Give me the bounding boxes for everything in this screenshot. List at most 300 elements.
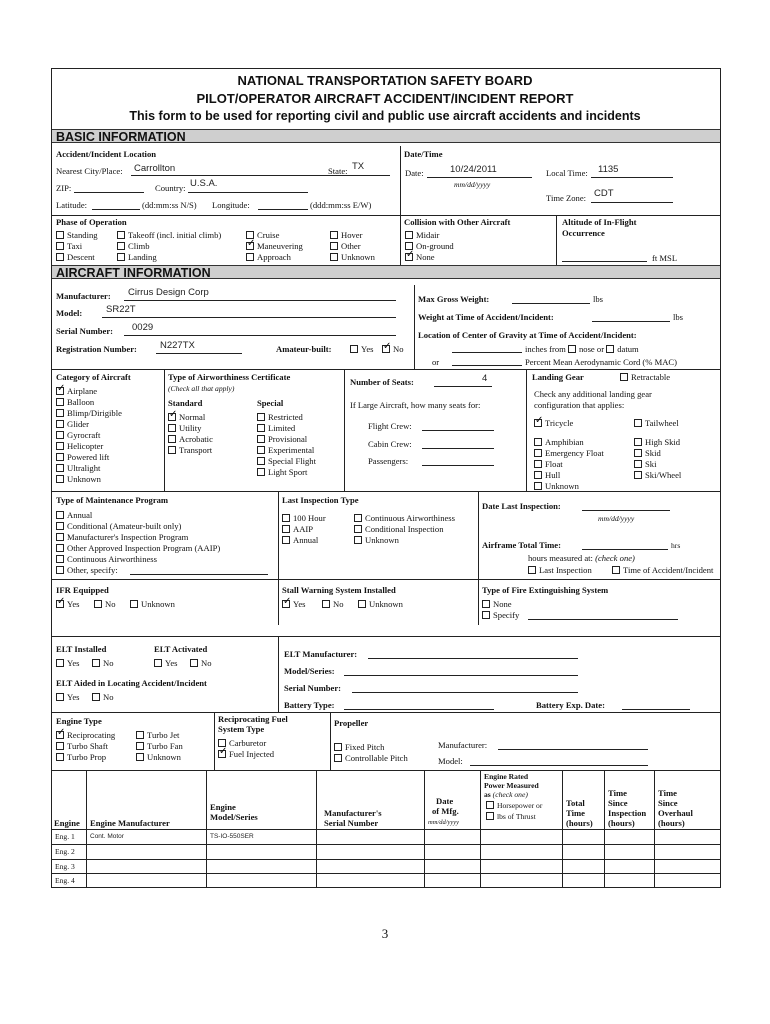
category-airplane[interactable]: ✓Airplane xyxy=(56,386,97,396)
basic-divider xyxy=(400,146,401,215)
cabin-crew-label: Cabin Crew: xyxy=(368,439,412,449)
category-unknown[interactable]: Unknown xyxy=(56,474,101,484)
cg-mac-line[interactable] xyxy=(452,365,522,366)
gear-float-checkbox[interactable] xyxy=(534,460,542,468)
local-time-line[interactable] xyxy=(591,177,673,178)
special-limited[interactable]: Limited xyxy=(257,423,295,433)
fire-none-checkbox[interactable] xyxy=(482,600,490,608)
engine-turbojet[interactable]: Turbo Jet xyxy=(136,730,179,740)
gear-unknown-checkbox[interactable] xyxy=(534,482,542,490)
cg-mac-label: Percent Mean Aerodynamic Cord (% MAC) xyxy=(525,357,678,367)
state-label: State: xyxy=(328,166,348,176)
phase-maneuvering[interactable]: ✓Maneuvering xyxy=(246,241,303,251)
prop-controllable-checkbox[interactable] xyxy=(334,754,342,762)
fire-none[interactable]: None xyxy=(482,599,512,609)
prop-controllable[interactable]: Controllable Pitch xyxy=(334,753,408,763)
phase-taxi[interactable]: Taxi xyxy=(56,241,82,251)
prop-fixed[interactable]: Fixed Pitch xyxy=(334,742,384,752)
elt-model-line[interactable] xyxy=(344,675,578,676)
maint-divider xyxy=(278,491,279,579)
altitude-heading-2: Occurrence xyxy=(562,228,605,238)
category-helicopter[interactable]: Helicopter xyxy=(56,441,103,451)
timezone-line[interactable] xyxy=(591,202,673,203)
category-helicopter-checkbox[interactable] xyxy=(56,442,64,450)
category-poweredlift-checkbox[interactable] xyxy=(56,453,64,461)
battery-line[interactable] xyxy=(344,709,494,710)
stall-yes-checkbox[interactable] xyxy=(282,600,290,608)
lastinsp-conditional-checkbox[interactable] xyxy=(354,525,362,533)
gear-tricycle-checkbox[interactable] xyxy=(534,419,542,427)
flight-crew-label: Flight Crew: xyxy=(368,421,412,431)
table-row: Eng. 2 xyxy=(55,847,75,856)
lastinsp-100hour-checkbox[interactable] xyxy=(282,514,290,522)
special-lightsport-checkbox[interactable] xyxy=(257,468,265,476)
phase-climb-checkbox[interactable] xyxy=(117,242,125,250)
datelast-format: mm/dd/yyyy xyxy=(598,514,635,523)
serial-label: Serial Number: xyxy=(56,326,114,336)
stall-unknown[interactable]: Unknown xyxy=(358,599,403,609)
elt-serial-line[interactable] xyxy=(352,692,578,693)
gear-amphibian[interactable]: Amphibian xyxy=(534,437,584,447)
category-blimp[interactable]: Blimp/Dirigible xyxy=(56,408,122,418)
weight-lbs: lbs xyxy=(673,312,684,322)
collision-onground[interactable]: On-ground xyxy=(405,241,454,251)
registration-line[interactable] xyxy=(156,353,242,354)
gear-high-skid[interactable]: High Skid xyxy=(634,437,680,447)
seats-value: 4 xyxy=(482,373,488,384)
maint-aaip[interactable]: Other Approved Inspection Program (AAIP) xyxy=(56,543,220,553)
maint-annual-checkbox[interactable] xyxy=(56,511,64,519)
elt-aided-heading: ELT Aided in Locating Accident/Incident xyxy=(56,678,207,688)
lastinsp-annual[interactable]: Annual xyxy=(282,535,318,545)
gear-hull-checkbox[interactable] xyxy=(534,471,542,479)
ifr-unknown[interactable]: Unknown xyxy=(130,599,175,609)
latitude-line[interactable] xyxy=(92,209,140,210)
phase-climb[interactable]: Climb xyxy=(117,241,150,251)
local-time-label: Local Time: xyxy=(546,168,588,178)
th-total-3: (hours) xyxy=(566,818,593,828)
category-balloon-checkbox[interactable] xyxy=(56,398,64,406)
special-flight-checkbox[interactable] xyxy=(257,457,265,465)
fire-specify[interactable]: Specify xyxy=(482,610,519,620)
cg-nose-checkbox[interactable] xyxy=(568,345,576,353)
th-power-1: Engine Rated xyxy=(484,772,529,781)
category-divider xyxy=(164,369,165,491)
state-line[interactable] xyxy=(350,175,390,176)
cg-inches-line[interactable] xyxy=(452,352,522,353)
elt-aided-yes[interactable]: Yes xyxy=(56,692,80,702)
country-label: Country: xyxy=(155,183,186,193)
gear-ski-checkbox[interactable] xyxy=(634,460,642,468)
special-provisional-checkbox[interactable] xyxy=(257,435,265,443)
engine-turboshaft-checkbox[interactable] xyxy=(56,742,64,750)
manufacturer-line[interactable] xyxy=(124,300,396,301)
amateur-yes[interactable]: Yes xyxy=(350,344,374,354)
gear-high-skid-checkbox[interactable] xyxy=(634,438,642,446)
elt-serial-label: Serial Number: xyxy=(284,683,342,693)
category-ultralight[interactable]: Ultralight xyxy=(56,463,100,473)
phase-hover-checkbox[interactable] xyxy=(330,231,338,239)
elt-activated-no[interactable]: No xyxy=(190,658,212,668)
phase-takeoff[interactable]: Takeoff (incl. initial climb) xyxy=(117,230,221,240)
cg-datum-checkbox[interactable] xyxy=(606,345,614,353)
longitude-label: Longitude: xyxy=(212,200,250,210)
prop-fixed-checkbox[interactable] xyxy=(334,743,342,751)
lastinsp-heading: Last Inspection Type xyxy=(282,495,359,505)
weight-line[interactable] xyxy=(592,321,670,322)
cg-or: or xyxy=(432,357,440,367)
gear-ski-wheel[interactable]: Ski/Wheel xyxy=(634,470,681,480)
standard-utility-checkbox[interactable] xyxy=(168,424,176,432)
phase-standing[interactable]: Standing xyxy=(56,230,98,240)
manufacturer-label: Manufacturer: xyxy=(56,291,111,301)
recip-heading-1: Reciprocating Fuel xyxy=(218,714,288,724)
phase-approach[interactable]: Approach xyxy=(246,252,291,262)
form-title-3: This form to be used for reporting civil and public use aircraft accidents and incidents xyxy=(129,109,641,123)
phase-takeoff-checkbox[interactable] xyxy=(117,231,125,239)
serial-line[interactable] xyxy=(124,335,396,336)
maint-continuous-checkbox[interactable] xyxy=(56,555,64,563)
elt-model-label: Model/Series: xyxy=(284,666,335,676)
maint-other-line[interactable] xyxy=(130,574,268,575)
lastinsp-unknown[interactable]: Unknown xyxy=(354,535,399,545)
hours-last-inspection-checkbox[interactable] xyxy=(528,566,536,574)
lastinsp-aaip-checkbox[interactable] xyxy=(282,525,290,533)
eng-row-1 xyxy=(52,844,720,845)
zip-label: ZIP: xyxy=(56,183,72,193)
gear-ski-wheel-checkbox[interactable] xyxy=(634,471,642,479)
phase-divider xyxy=(400,215,401,265)
datelast-label: Date Last Inspection: xyxy=(482,501,561,511)
gear-tailwheel-checkbox[interactable] xyxy=(634,419,642,427)
standard-normal-checkbox[interactable] xyxy=(168,413,176,421)
standard-utility[interactable]: Utility xyxy=(168,423,201,433)
category-gyrocraft-checkbox[interactable] xyxy=(56,431,64,439)
gear-retractable-checkbox[interactable] xyxy=(620,373,628,381)
maint-manufacturer-checkbox[interactable] xyxy=(56,533,64,541)
fire-specify-checkbox[interactable] xyxy=(482,611,490,619)
stall-yes[interactable]: ✓Yes xyxy=(282,599,306,609)
battery-exp-label: Battery Exp. Date: xyxy=(536,700,605,710)
recip-fuel-injected-checkbox[interactable] xyxy=(218,750,226,758)
gear-note-2: configuration that applies: xyxy=(534,400,625,410)
stall-no[interactable]: No xyxy=(322,599,344,609)
category-airplane-checkbox[interactable] xyxy=(56,387,64,395)
maint-annual[interactable]: Annual xyxy=(56,510,92,520)
collision-midair[interactable]: Midair xyxy=(405,230,439,240)
maint-continuous[interactable]: Continuous Airworthiness xyxy=(56,554,157,564)
phase-standing-checkbox[interactable] xyxy=(56,231,64,239)
engine-1-mfr[interactable]: Cont. Motor xyxy=(90,833,124,840)
lastinsp-conditional[interactable]: Conditional Inspection xyxy=(354,524,444,534)
phase-landing-checkbox[interactable] xyxy=(117,253,125,261)
maint-other[interactable]: Other, specify: xyxy=(56,565,118,575)
standard-acrobatic[interactable]: Acrobatic xyxy=(168,434,213,444)
airframe-label: Airframe Total Time: xyxy=(482,540,561,550)
maint-conditional-checkbox[interactable] xyxy=(56,522,64,530)
cert-heading: Type of Airworthiness Certificate xyxy=(168,372,291,382)
ifr-no-checkbox[interactable] xyxy=(94,600,102,608)
lastinsp-divider xyxy=(478,491,479,579)
phase-landing[interactable]: Landing xyxy=(117,252,157,262)
prop-heading: Propeller xyxy=(334,718,369,728)
ifr-yes[interactable]: ✓Yes xyxy=(56,599,80,609)
registration-label: Registration Number: xyxy=(56,344,137,354)
category-ultralight-checkbox[interactable] xyxy=(56,464,64,472)
ifr-no[interactable]: No xyxy=(94,599,116,609)
engine-turboprop-checkbox[interactable] xyxy=(56,753,64,761)
date-label: Date: xyxy=(405,168,424,178)
lastinsp-annual-checkbox[interactable] xyxy=(282,536,290,544)
recip-carburetor[interactable]: Carburetor xyxy=(218,738,266,748)
hours-measured-label: hours measured at: (check one) xyxy=(528,553,635,563)
phase-approach-checkbox[interactable] xyxy=(246,253,254,261)
model-line[interactable] xyxy=(102,317,396,318)
airframe-line[interactable] xyxy=(582,549,668,550)
ifr-yes-checkbox[interactable] xyxy=(56,600,64,608)
battery-exp-line[interactable] xyxy=(622,709,690,710)
power-horsepower-checkbox[interactable] xyxy=(486,801,494,809)
form-title-1: NATIONAL TRANSPORTATION SAFETY BOARD xyxy=(237,73,533,88)
gear-emergency-float-checkbox[interactable] xyxy=(534,449,542,457)
cabin-crew-line[interactable] xyxy=(422,448,494,449)
th-engine-mfr: Engine Manufacturer xyxy=(90,818,170,828)
elt-installed-no[interactable]: No xyxy=(92,658,114,668)
lastinsp-unknown-checkbox[interactable] xyxy=(354,536,362,544)
altitude-heading-1: Altitude of In-Flight xyxy=(562,217,637,227)
battery-label: Battery Type: xyxy=(284,700,335,710)
standard-transport-checkbox[interactable] xyxy=(168,446,176,454)
serial-value: 0029 xyxy=(132,322,154,333)
amateur-no-checkbox[interactable] xyxy=(382,345,390,353)
category-unknown-checkbox[interactable] xyxy=(56,475,64,483)
gear-emergency-float[interactable]: Emergency Float xyxy=(534,448,604,458)
th-tso-3: Overhaul xyxy=(658,808,693,818)
category-heading: Category of Aircraft xyxy=(56,372,131,382)
latitude-format: (dd:mm:ss N/S) xyxy=(142,200,197,210)
category-glider[interactable]: Glider xyxy=(56,419,89,429)
location-heading: Accident/Incident Location xyxy=(56,149,157,159)
phase-other-checkbox[interactable] xyxy=(330,242,338,250)
special-experimental-checkbox[interactable] xyxy=(257,446,265,454)
elt-activated-yes-checkbox[interactable] xyxy=(154,659,162,667)
category-balloon[interactable]: Balloon xyxy=(56,397,94,407)
amateur-no[interactable]: ✓ No xyxy=(382,344,404,354)
special-restricted-checkbox[interactable] xyxy=(257,413,265,421)
eng-row-top xyxy=(52,829,720,830)
maxgross-label: Max Gross Weight: xyxy=(418,294,490,304)
elt-activated-no-checkbox[interactable] xyxy=(190,659,198,667)
elt-aided-yes-checkbox[interactable] xyxy=(56,693,64,701)
gear-tricycle[interactable]: ✓Tricycle xyxy=(534,418,573,428)
category-blimp-checkbox[interactable] xyxy=(56,409,64,417)
aircraft-rule-1 xyxy=(52,369,720,370)
date-line[interactable] xyxy=(427,177,532,178)
phase-maneuvering-checkbox[interactable] xyxy=(246,242,254,250)
elt-divider xyxy=(278,636,279,712)
th-model-2: Model/Series xyxy=(210,812,258,822)
gear-unknown[interactable]: Unknown xyxy=(534,481,579,491)
state-value: TX xyxy=(352,161,365,172)
date-value: 10/24/2011 xyxy=(450,164,497,175)
engine-1-model[interactable]: TS-IO-550SER xyxy=(210,833,254,840)
category-gyrocraft[interactable]: Gyrocraft xyxy=(56,430,100,440)
th-date-1: Date xyxy=(436,796,454,806)
collision-divider xyxy=(556,215,557,265)
hours-time-accident-checkbox[interactable] xyxy=(612,566,620,574)
datelast-line[interactable] xyxy=(582,510,670,511)
prop-model-line[interactable] xyxy=(470,765,648,766)
aircraft-information-band: AIRCRAFT INFORMATION xyxy=(52,265,720,279)
special-flight[interactable]: Special Flight xyxy=(257,456,316,466)
country-line[interactable] xyxy=(188,192,308,193)
phase-hover[interactable]: Hover xyxy=(330,230,362,240)
cert-note: (Check all that apply) xyxy=(168,384,235,393)
th-power-lbs[interactable]: lbs of Thrust xyxy=(486,812,536,822)
aircraft-rule-3 xyxy=(52,579,720,580)
aircraft-rule-5 xyxy=(52,712,720,713)
stall-no-checkbox[interactable] xyxy=(322,600,330,608)
elt-aided-no-checkbox[interactable] xyxy=(92,693,100,701)
th-date-3: mm/dd/yyyy xyxy=(428,819,460,826)
manufacturer-value: Cirrus Design Corp xyxy=(128,287,209,298)
recip-fuel-injected[interactable]: ✓Fuel Injected xyxy=(218,749,274,759)
th-total-2: Time xyxy=(566,808,585,818)
collision-none-checkbox[interactable] xyxy=(405,253,413,261)
phase-unknown-checkbox[interactable] xyxy=(330,253,338,261)
table-row: Eng. 4 xyxy=(55,876,75,885)
special-provisional[interactable]: Provisional xyxy=(257,434,307,444)
engine-turboprop[interactable]: Turbo Prop xyxy=(56,752,106,762)
lastinsp-continuous[interactable]: Continuous Airworthiness xyxy=(354,513,455,523)
aircraft-rule-2 xyxy=(52,491,720,492)
standard-transport[interactable]: Transport xyxy=(168,445,212,455)
th-tso-4: (hours) xyxy=(658,818,685,828)
phase-taxi-checkbox[interactable] xyxy=(56,242,64,250)
elt-installed-heading: ELT Installed xyxy=(56,644,107,654)
maint-conditional[interactable]: Conditional (Amateur-built only) xyxy=(56,521,181,531)
phase-unknown[interactable]: Unknown xyxy=(330,252,375,262)
cert-divider xyxy=(344,369,345,491)
datetime-heading: Date/Time xyxy=(404,149,443,159)
lastinsp-aaip[interactable]: AAIP xyxy=(282,524,313,534)
model-label: Model: xyxy=(56,308,83,318)
maint-aaip-checkbox[interactable] xyxy=(56,544,64,552)
gear-ski[interactable]: Ski xyxy=(634,459,656,469)
elt-installed-no-checkbox[interactable] xyxy=(92,659,100,667)
power-thrust-checkbox[interactable] xyxy=(486,812,494,820)
stall-unknown-checkbox[interactable] xyxy=(358,600,366,608)
engine-unknown-checkbox[interactable] xyxy=(136,753,144,761)
zip-line[interactable] xyxy=(74,192,144,193)
timezone-label: Time Zone: xyxy=(546,193,587,203)
special-lightsport[interactable]: Light Sport xyxy=(257,467,307,477)
engine-turbofan-checkbox[interactable] xyxy=(136,742,144,750)
gear-float[interactable]: Float xyxy=(534,459,563,469)
th-power-hp[interactable]: Horsepower or xyxy=(486,801,542,811)
basic-rule xyxy=(52,215,720,216)
special-restricted[interactable]: Restricted xyxy=(257,412,303,422)
longitude-line[interactable] xyxy=(258,209,308,210)
collision-none[interactable]: ✓None xyxy=(405,252,435,262)
hours-last-inspection[interactable]: Last Inspection xyxy=(528,565,592,575)
passengers-line[interactable] xyxy=(422,465,494,466)
altitude-line[interactable] xyxy=(562,261,647,262)
category-poweredlift[interactable]: Powered lift xyxy=(56,452,109,462)
lastinsp-100hour[interactable]: 100 Hour xyxy=(282,513,326,523)
elt-installed-yes[interactable]: Yes xyxy=(56,658,80,668)
engine-unknown[interactable]: Unknown xyxy=(136,752,181,762)
th-tsi-3: Inspection xyxy=(608,808,647,818)
gear-hull[interactable]: Hull xyxy=(534,470,560,480)
aircraft-rule-6 xyxy=(52,770,720,771)
gear-retractable[interactable]: Retractable xyxy=(620,372,670,382)
engine-turboshaft[interactable]: Turbo Shaft xyxy=(56,741,108,751)
engine-turbofan[interactable]: Turbo Fan xyxy=(136,741,183,751)
gear-amphibian-checkbox[interactable] xyxy=(534,438,542,446)
phase-other[interactable]: Other xyxy=(330,241,361,251)
standard-normal[interactable]: ✓Normal xyxy=(168,412,205,422)
maint-other-checkbox[interactable] xyxy=(56,566,64,574)
fire-specify-line[interactable] xyxy=(528,619,678,620)
cg-label: Location of Center of Gravity at Time of Accident/Incident: xyxy=(418,330,637,340)
gear-tailwheel[interactable]: Tailwheel xyxy=(634,418,679,428)
seats-line[interactable] xyxy=(434,386,492,387)
ifr-divider xyxy=(278,579,279,625)
elt-installed-yes-checkbox[interactable] xyxy=(56,659,64,667)
gear-skid-checkbox[interactable] xyxy=(634,449,642,457)
th-serial-2: Serial Number xyxy=(324,818,379,828)
engine-reciprocating[interactable]: ✓Reciprocating xyxy=(56,730,115,740)
elt-aided-no[interactable]: No xyxy=(92,692,114,702)
maint-manufacturer[interactable]: Manufacturer's Inspection Program xyxy=(56,532,188,542)
lastinsp-continuous-checkbox[interactable] xyxy=(354,514,362,522)
maint-heading: Type of Maintenance Program xyxy=(56,495,169,505)
special-experimental[interactable]: Experimental xyxy=(257,445,314,455)
cg-inches-label: inches from nose or datum xyxy=(525,344,639,354)
elt-activated-heading: ELT Activated xyxy=(154,644,208,654)
eng-row-2 xyxy=(52,859,720,860)
category-glider-checkbox[interactable] xyxy=(56,420,64,428)
special-limited-checkbox[interactable] xyxy=(257,424,265,432)
prop-mfr-line[interactable] xyxy=(498,749,648,750)
prop-model-label: Model: xyxy=(438,756,463,766)
gear-skid[interactable]: Skid xyxy=(634,448,661,458)
collision-midair-checkbox[interactable] xyxy=(405,231,413,239)
engine-type-heading: Engine Type xyxy=(56,716,102,726)
phase-descent-checkbox[interactable] xyxy=(56,253,64,261)
hours-time-accident[interactable]: Time of Accident/Incident xyxy=(612,565,713,575)
weight-label: Weight at Time of Accident/Incident: xyxy=(418,312,554,322)
amateur-yes-checkbox[interactable] xyxy=(350,345,358,353)
maxgross-line[interactable] xyxy=(512,303,590,304)
phase-cruise[interactable]: Cruise xyxy=(246,230,279,240)
date-format: mm/dd/yyyy xyxy=(454,180,491,189)
table-row: Eng. 3 xyxy=(55,862,75,871)
engine-turbojet-checkbox[interactable] xyxy=(136,731,144,739)
flight-crew-line[interactable] xyxy=(422,430,494,431)
registration-value: N227TX xyxy=(160,340,195,351)
engine-reciprocating-checkbox[interactable] xyxy=(56,731,64,739)
elt-mfr-line[interactable] xyxy=(368,658,578,659)
ifr-unknown-checkbox[interactable] xyxy=(130,600,138,608)
elt-activated-yes[interactable]: Yes xyxy=(154,658,178,668)
standard-acrobatic-checkbox[interactable] xyxy=(168,435,176,443)
th-tso-1: Time xyxy=(658,788,677,798)
phase-descent[interactable]: Descent xyxy=(56,252,95,262)
th-power-2: Power Measured xyxy=(484,781,539,790)
seats-divider xyxy=(526,369,527,491)
